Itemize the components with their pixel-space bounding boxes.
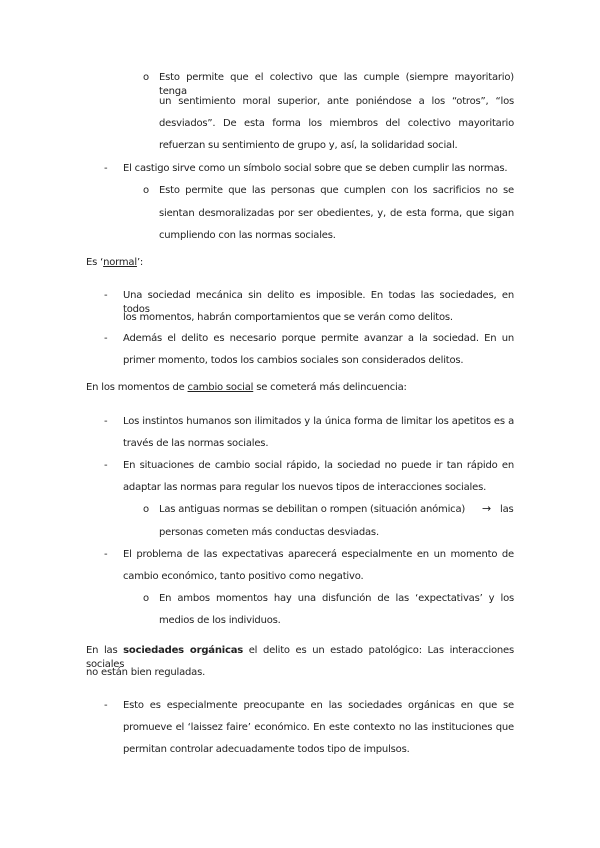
text-line: adaptar las normas para regular los nuevos tipos de interacciones sociales. xyxy=(123,482,487,493)
text-line: primer momento, todos los cambios sociales son considerados delitos. xyxy=(123,355,464,366)
heading-prefix: Es ‘ xyxy=(86,257,104,268)
dash-bullet-marker: - xyxy=(104,549,108,560)
sub-bullet-marker: o xyxy=(143,72,150,83)
text-line: personas cometen más conductas desviadas. xyxy=(159,527,379,538)
sub-bullet-marker: o xyxy=(143,504,150,515)
section-heading-cambio-social xyxy=(86,381,407,395)
text-line: Esto permite que el colectivo que las cumple (siempre mayoritario) tenga xyxy=(159,72,514,97)
paragraph-prefix: En las xyxy=(86,645,124,656)
sub-bullet-marker: o xyxy=(143,593,150,604)
text-line: desviados”. De esta forma los miembros del colectivo mayoritario xyxy=(159,118,514,129)
dash-bullet-marker: - xyxy=(104,460,108,471)
text-line: promueve el ‘laissez faire’ económico. En este contexto no las instituciones que xyxy=(123,722,514,733)
text-line: un sentimiento moral superior, ante poniéndose a los “otros”, “los xyxy=(159,96,514,107)
sub-bullet-marker: o xyxy=(143,185,150,196)
text-line: Esto permite que las personas que cumplen con los sacrificios no se xyxy=(159,185,514,196)
text-line: las xyxy=(500,504,514,515)
text-line: medios de los individuos. xyxy=(159,615,281,626)
text-line: los momentos, habrán comportamientos que se verán como delitos. xyxy=(123,312,453,323)
section-heading-normal xyxy=(86,256,143,270)
text-line: cumpliendo con las normas sociales. xyxy=(159,230,336,241)
text-line: En ambos momentos hay una disfunción de las ‘expectativas’ y los xyxy=(159,593,514,604)
text-line: El castigo sirve como un símbolo social sobre que se deben cumplir las normas. xyxy=(123,163,508,174)
text-line: Además el delito es necesario porque permite avanzar a la sociedad. En un xyxy=(123,333,514,344)
dash-bullet-marker: - xyxy=(104,333,108,344)
text-line: El problema de las expectativas aparecerá especialmente en un momento de xyxy=(123,549,514,560)
text-line: permitan controlar adecuadamente todos tipo de impulsos. xyxy=(123,744,410,755)
text-line: En situaciones de cambio social rápido, la sociedad no puede ir tan rápido en xyxy=(123,460,514,471)
text-line: Esto es especialmente preocupante en las sociedades orgánicas en que se xyxy=(123,700,514,711)
text-line: Una sociedad mecánica sin delito es imposible. En todas las sociedades, en todos xyxy=(123,290,514,315)
text-line: cambio económico, tanto positivo como negativo. xyxy=(123,571,364,582)
underlined-term: cambio social xyxy=(187,382,254,393)
paragraph-suffix: el delito es un estado patológico: Las interacciones sociales xyxy=(86,645,514,670)
dash-bullet-marker: - xyxy=(104,700,108,711)
underlined-term: normal xyxy=(103,257,137,268)
bold-term: sociedades orgánicas xyxy=(123,645,244,656)
right-arrow-icon: → xyxy=(482,502,492,515)
text-line: sientan desmoralizadas por ser obedientes, y, de esta forma, que sigan xyxy=(159,208,514,219)
heading-suffix: se cometerá más delincuencia: xyxy=(253,382,407,393)
dash-bullet-marker: - xyxy=(104,290,108,301)
dash-bullet-marker: - xyxy=(104,416,108,427)
text-line: refuerzan su sentimiento de grupo y, así, la solidaridad social. xyxy=(159,140,458,151)
text-line: través de las normas sociales. xyxy=(123,438,269,449)
text-line: Las antiguas normas se debilitan o rompen (situación anómica) xyxy=(159,504,466,515)
heading-suffix: ’: xyxy=(136,257,144,268)
text-line: no están bien reguladas. xyxy=(86,667,206,678)
text-line: Los instintos humanos son ilimitados y la única forma de limitar los apetitos es a xyxy=(123,416,514,427)
dash-bullet-marker: - xyxy=(104,163,108,174)
heading-prefix: En los momentos de xyxy=(86,382,188,393)
